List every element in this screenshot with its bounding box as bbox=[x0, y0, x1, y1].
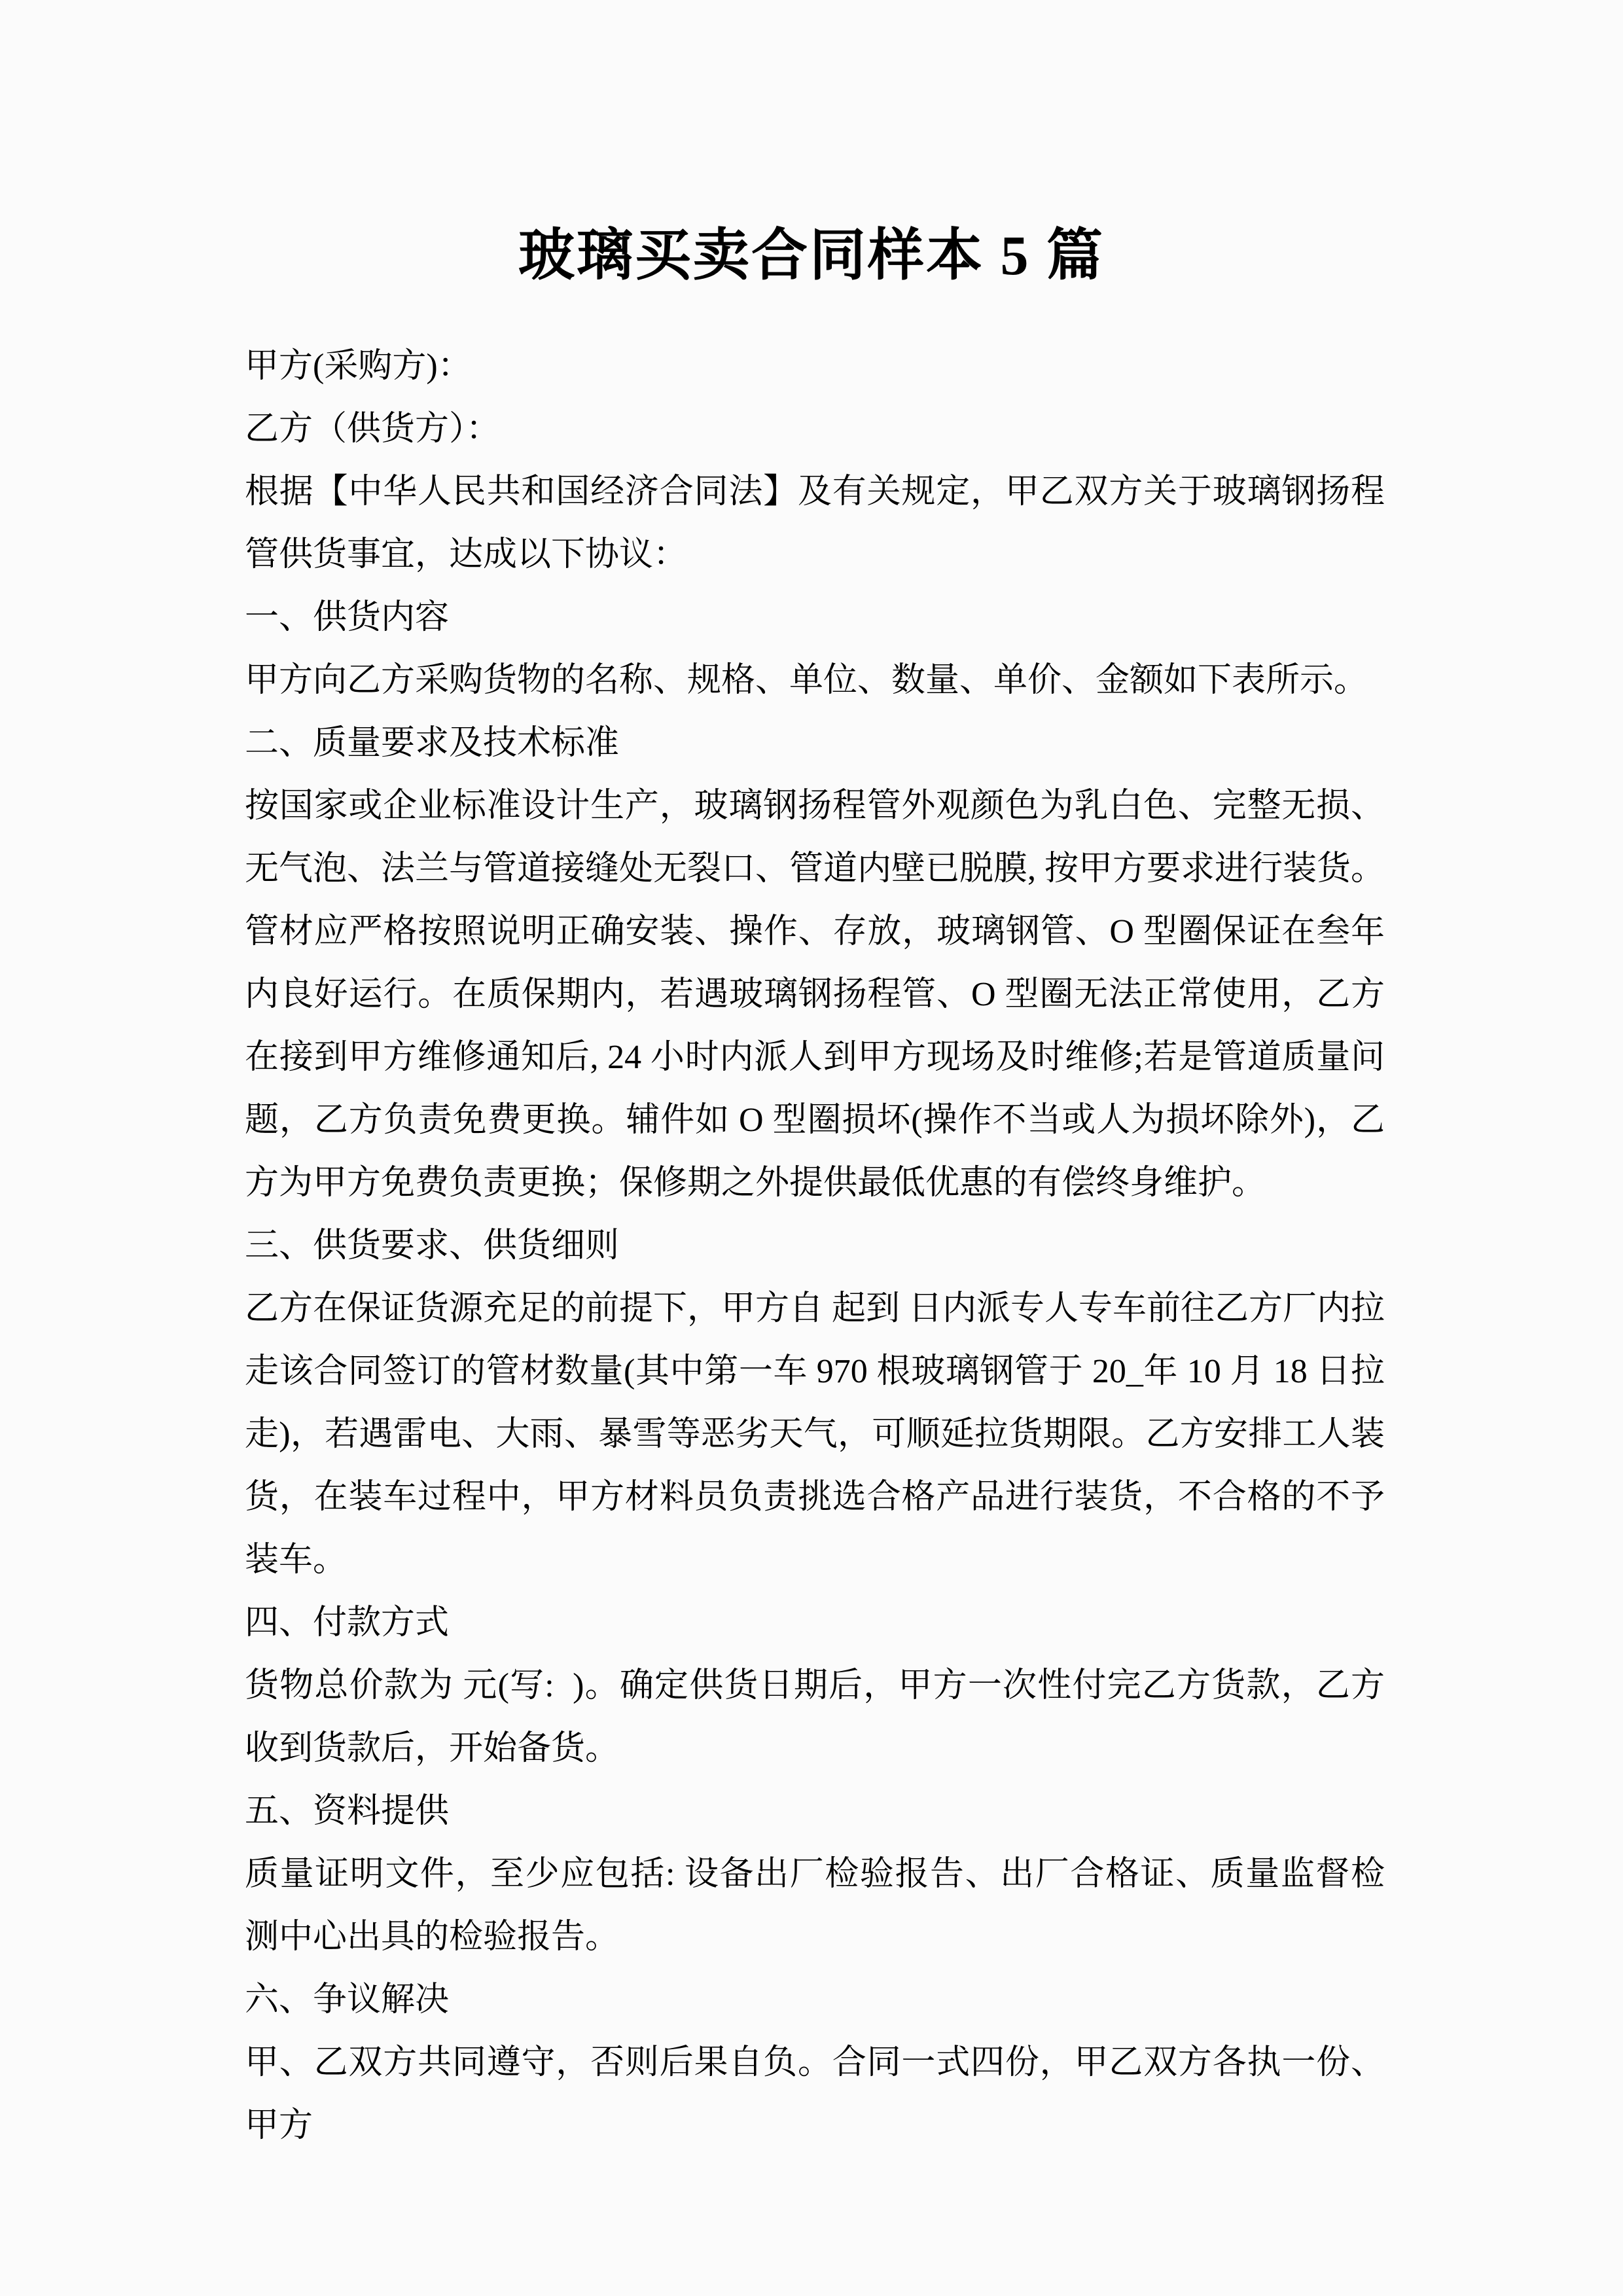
section-6-heading: 六、争议解决 bbox=[245, 1981, 450, 2018]
section-2-heading: 二、质量要求及技术标准 bbox=[245, 725, 620, 762]
section-4-heading: 四、付款方式 bbox=[245, 1604, 450, 1641]
section-5-heading: 五、资料提供 bbox=[245, 1793, 450, 1830]
party-a: 甲方(采购方)： bbox=[245, 348, 472, 385]
section-1-body: 甲方向乙方采购货物的名称、规格、单位、数量、单价、金额如下表所示。 bbox=[245, 662, 1368, 699]
section-2-body: 按国家或企业标准设计生产，玻璃钢扬程管外观颜色为乳白色、完整无损、无气泡、法兰与管道接缝处无裂口、管道内壁已脱膜, 按甲方要求进行装货。管材应严格按照说明正确安装、操作、存放，玻璃钢管、O 型圈保证在叁年内良好运行。在质保期内，若遇玻璃钢扬程管、O 型圈无法正常使用，乙方在接到甲方维修通知后, 24 小时内派人到甲方现场及时维修;若是管道质量问题，乙方负责免费更换。辅件如 O 型圈损坏(操作不当或人为损坏除外)，乙方为甲方免费负责更换；保修期之外提供最低优惠的有偿终身维护。 bbox=[245, 787, 1385, 1202]
preamble: 根据【中华人民共和国经济合同法】及有关规定，甲乙双方关于玻璃钢扬程管供货事宜，达成以下协议： bbox=[245, 473, 1385, 573]
section-3-heading: 三、供货要求、供货细则 bbox=[245, 1227, 620, 1265]
document-body bbox=[245, 335, 1385, 2157]
page-title: 玻璃买卖合同样本 5 篇 bbox=[518, 223, 1105, 287]
section-1-heading: 一、供货内容 bbox=[245, 599, 450, 636]
section-6-body: 甲、乙双方共同遵守，否则后果自负。合同一式四份，甲乙双方各执一份、甲方 bbox=[245, 2044, 1385, 2144]
section-5-body: 质量证明文件，至少应包括: 设备出厂检验报告、出厂合格证、质量监督检测中心出具的检验报告。 bbox=[245, 1856, 1385, 1956]
section-3-body: 乙方在保证货源充足的前提下，甲方自 起到 日内派专人专车前往乙方厂内拉走该合同签订的管材数量(其中第一车 970 根玻璃钢管于 20_年 10 月 18 日拉走)，若遇雷电、大雨、暴雪等恶劣天气，可顺延拉货期限。乙方安排工人装货，在装车过程中，甲方材料员负责挑选合格产品进行装货，不合格的不予装车。 bbox=[245, 1290, 1385, 1579]
section-4-body: 货物总价款为 元(写: )。确定供货日期后，甲方一次性付完乙方货款，乙方收到货款后，开始备货。 bbox=[245, 1667, 1385, 1767]
party-b: 乙方（供货方）： bbox=[245, 410, 501, 448]
